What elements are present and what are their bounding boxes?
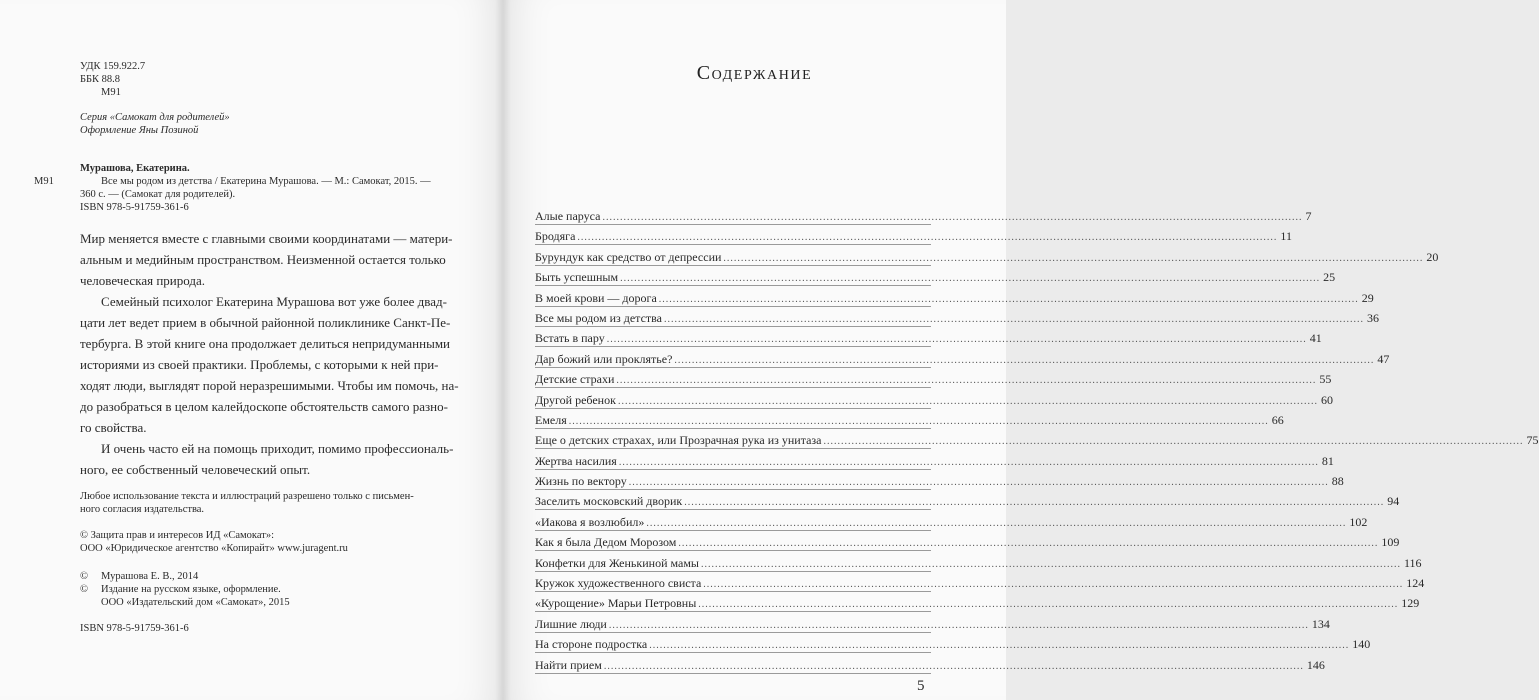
toc-entry [535, 613, 1330, 633]
toc-entry-title: Жертва насилия [535, 453, 617, 468]
margin-author-code: М91 [34, 176, 54, 187]
bbk-code: ББК 88.8 [80, 74, 121, 85]
toc-dot-leader: ........................................................................................................................................................................................................ [649, 640, 1350, 652]
design-line: Оформление Яны Позиной [80, 125, 199, 136]
toc-entry-title: В моей крови — дорога [535, 290, 657, 305]
usage-line: Любое использование текста и иллюстраций разрешено только с письмен- [80, 491, 414, 502]
toc-entry-title: Бродяга [535, 229, 576, 244]
toc-entry-page: 25 [1323, 270, 1336, 285]
usage-line: ного согласия издательства. [80, 504, 205, 515]
toc-entry [535, 490, 1400, 510]
protection-line: ООО «Юридическое агентство «Копирайт» www.juragent.ru [80, 543, 348, 554]
toc-entry-page: 94 [1387, 494, 1400, 509]
protection-line: © Защита прав и интересов ИД «Самокат»: [80, 530, 275, 541]
toc-entry [535, 511, 1368, 531]
toc-entry-page: 146 [1306, 657, 1325, 672]
biblio-line: ISBN 978-5-91759-361-6 [80, 202, 189, 213]
toc-dot-leader: ........................................................................................................................................................................................................ [568, 415, 1269, 427]
toc-entry-page: 140 [1352, 637, 1371, 652]
toc-entry-page: 11 [1280, 229, 1292, 244]
left-page [0, 0, 503, 700]
toc-entry [535, 327, 1322, 347]
toc-dot-leader: ........................................................................................................................................................................................................ [606, 334, 1307, 346]
toc-dot-leader: ........................................................................................................................................................................................................ [617, 395, 1318, 407]
toc-entry-page: 134 [1311, 616, 1330, 631]
copyright-line: ООО «Издательский дом «Самокат», 2015 [101, 597, 290, 608]
toc-dot-leader: ........................................................................................................................................................................................................ [703, 579, 1404, 591]
toc-dot-leader: ........................................................................................................................................................................................................ [577, 232, 1278, 244]
toc-entry [535, 389, 1333, 409]
toc-entry [535, 592, 1420, 612]
toc-entry-title: Как я была Дедом Морозом [535, 535, 677, 550]
toc-dot-leader: ........................................................................................................................................................................................................ [616, 375, 1317, 387]
author-code: М91 [101, 87, 121, 98]
toc-title: Содержание [696, 62, 813, 84]
toc-entry-title: Емеля [535, 412, 567, 427]
toc-entry-title: Встать в пару [535, 331, 605, 346]
toc-entry-title: Заселить московский дворик [535, 494, 683, 509]
toc-entry-page: 41 [1309, 331, 1322, 346]
toc-entry-page: 55 [1319, 372, 1332, 387]
toc-entry-title: Еще о детских страхах, или Прозрачная рука из унитаза [535, 433, 822, 448]
toc-entry [535, 572, 1425, 592]
toc-entry-title: Лишние люди [535, 616, 607, 631]
toc-entry-page: 75 [1526, 433, 1539, 448]
table-of-contents [535, 205, 1539, 674]
toc-entry-page: 36 [1366, 310, 1379, 325]
annotation-line: человеческая природа. [80, 273, 205, 288]
biblio-line: Все мы родом из детства / Екатерина Мурашова. — М.: Самокат, 2015. — [101, 176, 431, 187]
toc-dot-leader: ........................................................................................................................................................................................................ [701, 558, 1401, 570]
udk-code: УДК 159.922.7 [80, 61, 146, 72]
toc-entry-page: 109 [1381, 535, 1400, 550]
toc-dot-leader: ........................................................................................................................................................................................................ [698, 599, 1399, 611]
annotation-line: Мир меняется вместе с главными своими координатами — матери- [80, 231, 453, 246]
toc-entry [535, 307, 1379, 327]
toc-entry-page: 47 [1377, 351, 1390, 366]
toc-entry-page: 81 [1321, 453, 1334, 468]
toc-dot-leader: ........................................................................................................................................................................................................ [646, 517, 1347, 529]
toc-entry-page: 124 [1406, 576, 1425, 591]
toc-entry-title: Кружок художественного свиста [535, 576, 702, 591]
series-line: Серия «Самокат для родителей» [80, 112, 230, 123]
toc-dot-leader: ........................................................................................................................................................................................................ [618, 456, 1319, 468]
toc-entry-title: Все мы родом из детства [535, 310, 662, 325]
annotation-line: историями из своей практики. Проблемы, с которыми к ней при- [80, 357, 439, 372]
toc-entry-page: 116 [1404, 555, 1422, 570]
toc-entry [535, 225, 1292, 245]
toc-entry-page: 88 [1331, 474, 1344, 489]
toc-entry [535, 470, 1344, 490]
book-gutter [495, 0, 511, 700]
toc-dot-leader: ........................................................................................................................................................................................................ [823, 436, 1524, 448]
toc-entry [535, 552, 1422, 572]
author-heading: Мурашова, Екатерина. [80, 163, 190, 174]
toc-entry-page: 7 [1305, 209, 1312, 223]
annotation-line: И очень часто ей на помощь приходит, помимо профессиональ- [101, 441, 454, 456]
toc-entry [535, 287, 1374, 307]
toc-entry-title: Найти прием [535, 657, 602, 672]
annotation-line: до разобраться в целом калейдоскопе обстоятельств самого разно- [80, 399, 448, 414]
annotation-line: го свойства. [80, 420, 147, 435]
toc-dot-leader: ........................................................................................................................................................................................................ [723, 252, 1424, 264]
toc-dot-leader: ........................................................................................................................................................................................................ [674, 354, 1375, 366]
toc-entry [535, 246, 1439, 266]
toc-entry-page: 102 [1349, 514, 1368, 529]
toc-entry-title: Конфетки для Женькиной мамы [535, 555, 699, 570]
toc-entry-page: 60 [1320, 392, 1333, 407]
toc-entry-title: Другой ребенок [535, 392, 616, 407]
toc-entry [535, 633, 1371, 653]
toc-dot-leader: ........................................................................................................................................................................................................ [663, 313, 1364, 325]
toc-dot-leader: ........................................................................................................................................................................................................ [658, 293, 1359, 305]
toc-entry-title: Бурундук как средство от депрессии [535, 249, 722, 264]
toc-entry-page: 66 [1271, 412, 1284, 427]
annotation-line: ного, ее собственный человеческий опыт. [80, 462, 311, 477]
toc-dot-leader: ........................................................................................................................................................................................................ [628, 477, 1329, 489]
toc-entry [535, 348, 1390, 368]
toc-dot-leader: ........................................................................................................................................................................................................ [620, 273, 1321, 285]
annotation-line: цати лет ведет прием в обычной районной поликлинике Санкт-Пе- [80, 315, 451, 330]
toc-entry-title: «Иакова я возлюбил» [535, 514, 645, 529]
toc-dot-leader: ........................................................................................................................................................................................................ [684, 497, 1385, 509]
toc-entry [535, 450, 1334, 470]
annotation-line: тербурга. В этой книге она продолжает делиться непридуманными [80, 336, 451, 351]
copyright-line: Издание на русском языке, оформление. [101, 584, 281, 595]
toc-entry-title: Дар божий или проклятье? [535, 351, 673, 366]
toc-entry [535, 409, 1284, 429]
toc-entry-page: 20 [1426, 249, 1439, 264]
toc-entry [535, 531, 1400, 551]
toc-entry [535, 368, 1332, 388]
toc-dot-leader: ........................................................................................................................................................................................................ [678, 538, 1379, 550]
copyright-line: Мурашова Е. В., 2014 [101, 571, 199, 582]
toc-entry-title: Быть успешным [535, 270, 619, 285]
toc-entry [535, 266, 1336, 286]
toc-dot-leader: ........................................................................................................................................................................................................ [608, 619, 1309, 631]
toc-entry-title: На стороне подростка [535, 637, 648, 652]
copyright-symbol: © [80, 584, 88, 595]
annotation-line: Семейный психолог Екатерина Мурашова вот уже более двад- [101, 294, 447, 309]
annotation-line: ходят люди, выглядят порой неразрешимыми. Чтобы им помочь, на- [80, 378, 459, 393]
toc-entry-title: Детские страхи [535, 372, 615, 387]
toc-entry-page: 129 [1401, 596, 1420, 611]
biblio-line: 360 с. — (Самокат для родителей). [80, 189, 236, 200]
toc-entry-title: Алые паруса [535, 209, 601, 223]
annotation-line: альным и медийным пространством. Неизменной остается только [80, 252, 446, 267]
copyright-symbol: © [80, 571, 88, 582]
toc-dot-leader: ........................................................................................................................................................................................................ [602, 212, 1303, 223]
toc-entry [535, 654, 1325, 674]
toc-entry [535, 429, 1539, 449]
page-number: 5 [917, 678, 925, 694]
toc-entry-title: Жизнь по вектору [535, 474, 627, 489]
toc-entry-title: «Курощение» Марьи Петровны [535, 596, 697, 611]
toc-dot-leader: ........................................................................................................................................................................................................ [603, 660, 1304, 672]
isbn-line: ISBN 978-5-91759-361-6 [80, 623, 189, 634]
toc-entry [535, 205, 1312, 225]
toc-entry-page: 29 [1361, 290, 1374, 305]
